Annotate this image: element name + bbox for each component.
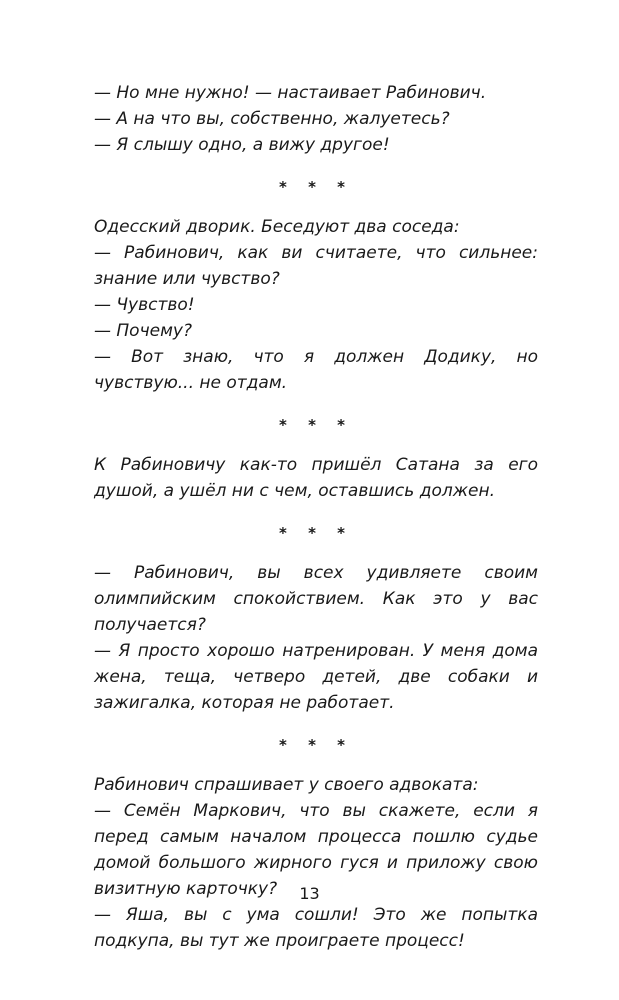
paragraph: — А на что вы, собственно, жалуетесь?	[94, 109, 450, 129]
paragraph: — Но мне нужно! — настаивает Рабинович.	[94, 83, 487, 103]
paragraph: К Рабиновичу как-то пришёл Сатана за его душой, а ушёл ни с чем, оставшись должен.	[94, 455, 538, 501]
paragraph: Одесский дворик. Беседуют два соседа:	[94, 217, 460, 237]
joke-block-2	[94, 214, 538, 396]
section-separator: * * *	[279, 736, 353, 754]
paragraph: — Вот знаю, что я должен Додику, но чувствую... не отдам.	[94, 347, 538, 393]
joke-block-4	[94, 560, 538, 716]
paragraph: — Чувство!	[94, 295, 195, 315]
paragraph: — Семён Маркович, что вы скажете, если я перед самым началом процесса пошлю судье домой большого жирного гуся и приложу свою визитную карточку?	[94, 801, 538, 899]
joke-block-3	[94, 452, 538, 504]
paragraph: Рабинович спрашивает у своего адвоката:	[94, 775, 479, 795]
joke-block-1	[94, 80, 538, 158]
paragraph: — Рабинович, вы всех удивляете своим олимпийским спокойствием. Как это у вас получается?	[94, 563, 538, 635]
section-separator: * * *	[279, 524, 353, 542]
paragraph: — Я слышу одно, а вижу другое!	[94, 135, 390, 155]
paragraph: — Почему?	[94, 321, 192, 341]
joke-block-5	[94, 772, 538, 954]
paragraph: — Яша, вы с ума сошли! Это же попытка подкупа, вы тут же проиграете процесс!	[94, 905, 538, 951]
section-separator: * * *	[279, 178, 353, 196]
page-number: 13	[299, 884, 320, 903]
paragraph: — Рабинович, как ви считаете, что сильнее: знание или чувство?	[94, 243, 538, 289]
page-text	[94, 80, 538, 954]
section-separator: * * *	[279, 416, 353, 434]
paragraph: — Я просто хорошо натренирован. У меня дома жена, теща, четверо детей, две собаки и зажигалка, которая не работает.	[94, 641, 538, 713]
